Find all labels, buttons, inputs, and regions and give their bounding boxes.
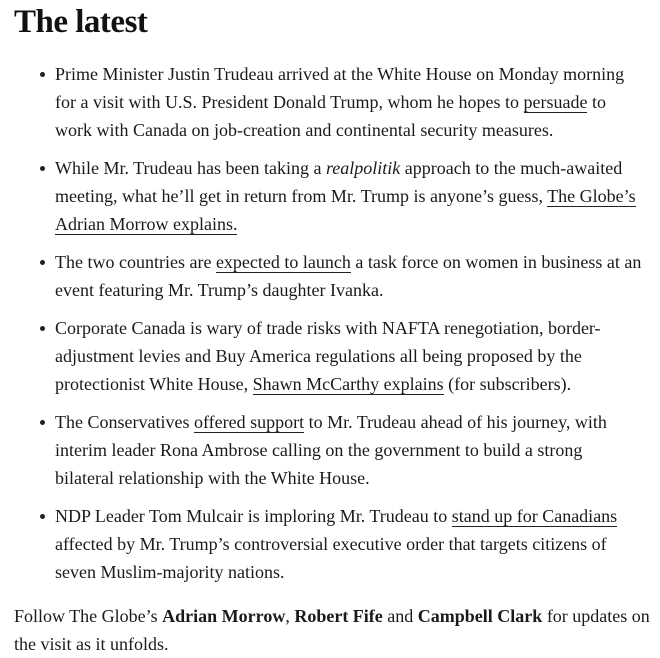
item-text: to work with Canada on job-creation and continental security measures. [55,92,606,140]
footer-text: Follow The Globe’s [14,606,163,626]
stand-up-link[interactable]: stand up for Canadians [451,506,618,526]
author-campbell-clark: Campbell Clark [417,606,543,626]
list-item [55,248,645,304]
adrian-morrow-explains-link[interactable]: The Globe’s Adrian Morrow explains. [55,186,636,234]
footer-text: , [285,606,295,626]
item-italic: realpolitik [325,158,401,178]
item-text: (for subscribers). [443,374,572,394]
item-text: approach to the much-awaited meeting, what he’ll get in return from Mr. Trump is anyone’s guess, [55,158,623,206]
persuade-link[interactable]: persuade [523,92,588,112]
bullet-list [0,60,645,596]
item-text: Prime Minister Justin Trudeau arrived at the White House on Monday morning for a visit with U.S. President Donald Trump, whom he hopes to [55,64,625,112]
offered-support-link[interactable]: offered support [193,412,305,432]
author-adrian-morrow: Adrian Morrow [162,606,286,626]
item-text: The two countries are [55,252,216,272]
item-text: to Mr. Trudeau ahead of his journey, with interim leader Rona Ambrose calling on the government to build a strong bilateral relationship with the White House. [55,412,607,488]
list-item [55,314,645,398]
item-text: Corporate Canada is wary of trade risks with NAFTA renegotiation, border-adjustment levies and Buy America regulations all being proposed by the protectionist White House, [55,318,601,394]
item-text: NDP Leader Tom Mulcair is imploring Mr. Trudeau to [55,506,452,526]
footer-text: for updates on the visit as it unfolds. [14,606,650,654]
author-robert-fife: Robert Fife [294,606,383,626]
list-item [55,502,645,586]
section-title: The latest [14,4,148,40]
follow-paragraph [14,602,656,658]
shawn-mccarthy-link[interactable]: Shawn McCarthy explains [252,374,444,394]
expected-to-launch-link[interactable]: expected to launch [215,252,351,272]
footer-text: and [382,606,418,626]
item-text: While Mr. Trudeau has been taking a [55,158,326,178]
list-item [55,408,645,492]
item-text: affected by Mr. Trump’s controversial executive order that targets citizens of seven Muslim-majority nations. [55,534,607,582]
list-item [55,60,645,144]
item-text: a task force on women in business at an event featuring Mr. Trump’s daughter Ivanka. [55,252,642,300]
item-text: The Conservatives [55,412,194,432]
list-item [55,154,645,238]
